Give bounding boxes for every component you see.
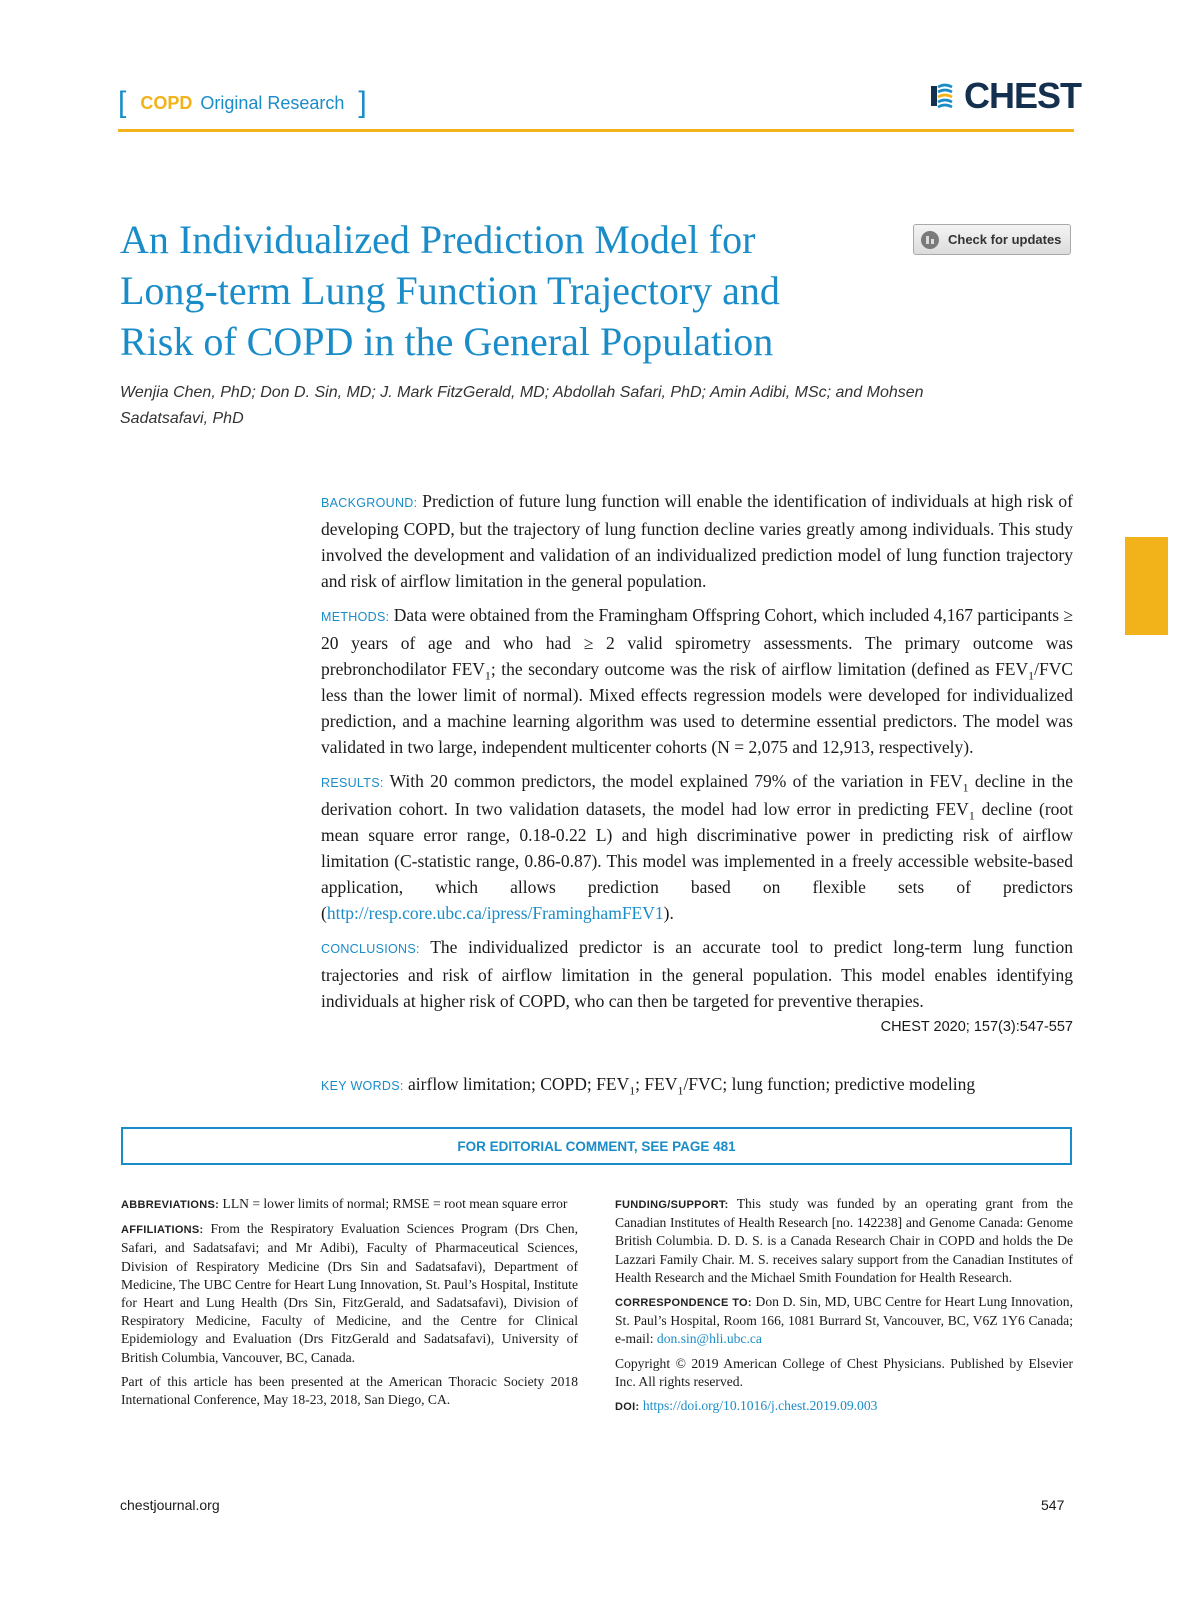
- funding: [615, 1195, 1073, 1287]
- journal-site[interactable]: chestjournal.org: [120, 1497, 220, 1513]
- affiliations: [121, 1220, 578, 1367]
- article-title: [120, 214, 910, 367]
- keywords: [321, 1071, 1073, 1099]
- keywords-text: ; FEV: [635, 1074, 678, 1094]
- subscript: 1: [1028, 668, 1035, 683]
- keywords-label: KEY WORDS:: [321, 1079, 404, 1093]
- abstract: [321, 488, 1073, 1040]
- title-line: Long-term Lung Function Trajectory and: [120, 268, 780, 313]
- abstract-conclusions: [321, 934, 1073, 1014]
- correspondence-label: CORRESPONDENCE TO:: [615, 1297, 752, 1310]
- refresh-icon: [920, 230, 940, 250]
- email-link[interactable]: don.sin@hli.ubc.ca: [656, 1331, 762, 1347]
- results-label: RESULTS:: [321, 776, 384, 790]
- presentation-note: Part of this article has been presented at the American Thoracic Society 2018 International Conference, May 18-23, 2018, San Diego, CA.: [121, 1373, 578, 1408]
- side-tab: [1125, 537, 1168, 635]
- correspondence-text: Don D. Sin, MD, UBC Centre for Heart Lung Innovation, St. Paul’s Hospital, Room 166, 1081 Burrard St, Vancouver, BC, V6Z 1Y6 Canada; e-mail:: [615, 1294, 1073, 1347]
- header-rule: [118, 129, 1074, 132]
- methods-text: ; the secondary outcome was the risk of airflow limitation (defined as FEV: [490, 659, 1029, 679]
- affiliations-text: From the Respiratory Evaluation Sciences Program (Drs Chen, Safari, and Sadatsafavi; and Mr Adibi), Faculty of Pharmaceutical Sciences, Division of Respiratory Medicine (Drs Sin and Sadatsafavi), Department of Medicine, The UBC Centre for Heart Lung Innovation, St. Paul’s Hospital, Institute for Heart and Lung Health (Drs Sin, FitzGerald, and Sadatsafavi), Division of Respiratory Medicine, Faculty of Medicine, and the Centre for Clinical Epidemiology and Evaluation (Drs FitzGerald and Sadatsafavi), University of British Columbia, Vancouver, BC, Canada.: [121, 1221, 578, 1365]
- subscript: 1: [484, 668, 491, 683]
- methods-text: /FVC less than the lower limit of normal). Mixed effects regression models were developed for individualized prediction, and a machine learning algorithm was used to determine essential predictors. The model was validated in two large, independent multicenter cohorts (N = 2,075 and 12,913, respectively).: [321, 659, 1073, 757]
- correspondence: [615, 1293, 1073, 1349]
- keywords-text: /FVC; lung function; predictive modeling: [683, 1074, 976, 1094]
- subscript: 1: [968, 808, 975, 823]
- abbreviations: [121, 1195, 578, 1214]
- author-list: Wenjia Chen, PhD; Don D. Sin, MD; J. Mark FitzGerald, MD; Abdollah Safari, PhD; Amin Adibi, MSc; and Mohsen Sadatsafavi, PhD: [120, 384, 924, 427]
- footnotes-right: [615, 1195, 1073, 1422]
- background-text: Prediction of future lung function will enable the identification of individuals at high risk of developing COPD, but the trajectory of lung function decline varies greatly among individuals. This study involved the development and validation of an individualized prediction model of lung function trajectory and risk of airflow limitation in the general population.: [321, 491, 1074, 591]
- results-text: decline (root mean square error range, 0.18-0.22 L) and high discriminative power in predicting risk of airflow limitation (C-statistic range, 0.86-0.87). This model was implemented in a freely accessible website-based application, which allows prediction based on flexible sets of predictors (: [321, 799, 1074, 923]
- abbreviations-label: ABBREVIATIONS:: [121, 1199, 220, 1211]
- left-bracket: [: [118, 86, 127, 119]
- funding-label: FUNDING/SUPPORT:: [615, 1199, 729, 1211]
- section-header: [118, 86, 367, 120]
- check-for-updates-button[interactable]: [913, 224, 1071, 255]
- abstract-background: [321, 488, 1073, 594]
- check-for-updates-label: Check for updates: [948, 232, 1062, 247]
- results-text: decline in the derivation cohort. In two validation datasets, the model had low error in predicting FEV: [321, 771, 1073, 819]
- keywords-text: airflow limitation; COPD; FEV: [408, 1074, 630, 1094]
- abstract-methods: [321, 602, 1073, 760]
- right-bracket: ]: [358, 86, 367, 119]
- chest-logo-icon: [930, 81, 960, 111]
- title-line: An Individualized Prediction Model for: [120, 217, 756, 262]
- title-line: Risk of COPD in the General Population: [120, 319, 774, 364]
- copyright: Copyright © 2019 American College of Chest Physicians. Published by Elsevier Inc. All rights reserved.: [615, 1355, 1073, 1389]
- editorial-comment-box[interactable]: [121, 1127, 1072, 1165]
- page-number: 547: [1041, 1497, 1065, 1513]
- methods-text: Data were obtained from the Framingham Offspring Cohort, which included 4,167 participants ≥ 20 years of age and who had ≥ 2 valid spirometry assessments. The primary outcome was prebronchodilator FEV: [321, 605, 1074, 679]
- subscript: 1: [677, 1083, 684, 1098]
- funding-text: This study was funded by an operating grant from the Canadian Institutes of Health Research [no. 142238] and Genome Canada: Genome British Columbia. D. D. S. is a Canada Research Chair in COPD and holds the De Lazzari Family Chair. M. S. receives salary support from the Canadian Institutes of Health Research and the Michael Smith Foundation for Health Research.: [615, 1196, 1074, 1285]
- affiliations-label: AFFILIATIONS:: [121, 1224, 204, 1237]
- results-text: With 20 common predictors, the model explained 79% of the variation in FEV: [389, 771, 963, 791]
- subscript: 1: [629, 1083, 636, 1098]
- citation: CHEST 2020; 157(3):547-557: [880, 1019, 1073, 1035]
- abstract-results: [321, 768, 1073, 926]
- app-link[interactable]: http://resp.core.ubc.ca/ipress/FraminghamFEV1: [326, 903, 664, 923]
- doi-link[interactable]: https://doi.org/10.1016/j.chest.2019.09.003: [642, 1398, 878, 1414]
- brand-name: CHEST: [964, 75, 1082, 116]
- chest-logo: [930, 75, 1082, 116]
- category-label: COPD: [140, 92, 193, 113]
- conclusions-text: The individualized predictor is an accurate tool to predict long-term lung function trajectories and risk of airflow limitation in the general population. This model enables identifying individuals at higher risk of COPD, who can then be targeted for preventive therapies.: [321, 937, 1074, 1011]
- subscript: 1: [962, 780, 969, 795]
- abbreviations-text: LLN = lower limits of normal; RMSE = root mean square error: [222, 1196, 568, 1211]
- footnotes-left: [121, 1195, 578, 1415]
- results-text: ).: [663, 903, 674, 923]
- methods-label: METHODS:: [321, 610, 390, 624]
- editorial-comment-text: FOR EDITORIAL COMMENT, SEE PAGE 481: [457, 1138, 736, 1154]
- conclusions-label: CONCLUSIONS:: [321, 942, 420, 956]
- doi: [615, 1397, 1073, 1416]
- section-label: Original Research: [200, 92, 345, 113]
- background-label: BACKGROUND:: [321, 496, 418, 510]
- doi-label: DOI:: [615, 1401, 640, 1414]
